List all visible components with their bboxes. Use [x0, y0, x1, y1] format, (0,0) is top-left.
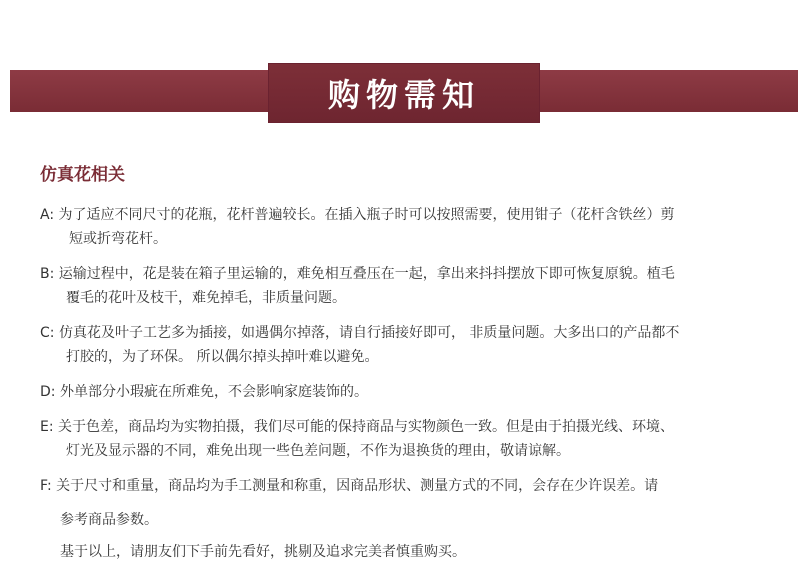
section-heading: 仿真花相关 — [40, 165, 125, 185]
item-letter: D: — [40, 384, 56, 400]
notice-item-f — [40, 474, 785, 532]
footer-note: 基于以上，请朋友们下手前先看好，挑剔及追求完美者慎重购买。 — [60, 544, 466, 560]
notice-item-d — [40, 380, 785, 404]
item-letter: F: — [40, 478, 52, 494]
item-letter: A: — [40, 207, 55, 223]
banner-title: 购物需知 — [327, 76, 480, 114]
item-text-line2: 灯光及显示器的不同，难免出现一些色差问题，不作为退换货的理由，敬请谅解。 — [66, 443, 570, 459]
notice-item-a — [40, 203, 785, 251]
item-text-line1: 关于色差，商品均为实物拍摄，我们尽可能的保持商品与实物颜色一致。但是由于拍摄光线、环境、 — [58, 419, 675, 435]
item-text-line1: 为了适应不同尺寸的花瓶，花杆普遍较长。在插入瓶子时可以按照需要，使用钳子（花杆含铁丝）剪 — [58, 207, 675, 223]
item-text-line2: 短或折弯花杆。 — [69, 231, 167, 247]
item-letter: C: — [40, 325, 55, 341]
item-text-line1: 仿真花及叶子工艺多为插接，如遇偶尔掉落，请自行插接好即可， 非质量问题。大多出口的产品都不 — [58, 325, 680, 341]
item-letter: B: — [40, 266, 55, 282]
notice-item-e — [40, 415, 785, 463]
notice-item-c — [40, 321, 785, 369]
item-text-line1: 运输过程中，花是装在箱子里运输的，难免相互叠压在一起，拿出来抖抖摆放下即可恢复原貌。植毛 — [58, 266, 675, 282]
item-text-line1: 关于尺寸和重量，商品均为手工测量和称重，因商品形状、测量方式的不同，会存在少许误差。请 — [56, 478, 659, 494]
notice-item-b — [40, 262, 785, 310]
item-text-line2: 参考商品参数。 — [60, 512, 158, 528]
item-letter: E: — [40, 419, 54, 435]
item-text-line1: 外单部分小瑕疵在所难免，不会影响家庭装饰的。 — [59, 384, 368, 400]
banner-title-box — [269, 64, 539, 122]
item-text-line2: 打胶的，为了环保。 所以偶尔掉头掉叶难以避免。 — [66, 349, 379, 365]
item-text-line2: 覆毛的花叶及枝干，难免掉毛，非质量问题。 — [66, 290, 346, 306]
